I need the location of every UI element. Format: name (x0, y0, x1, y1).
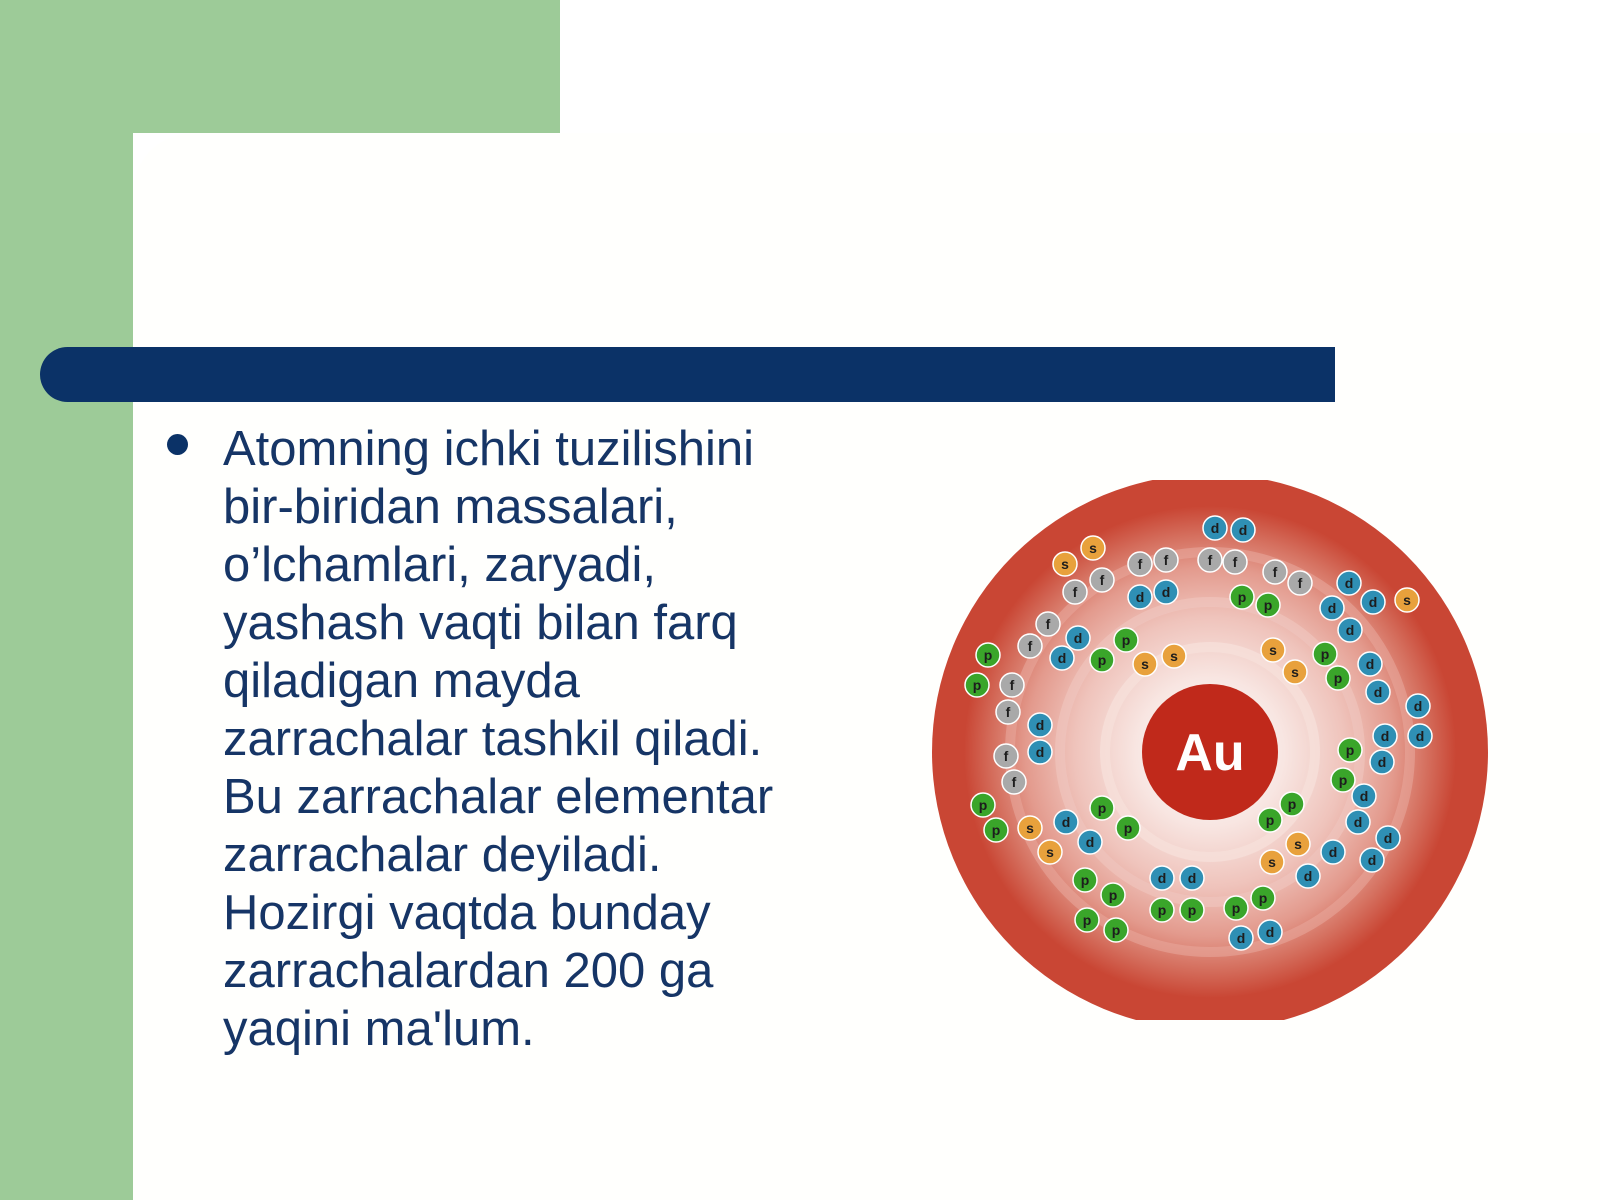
d-electron-label: d (1377, 754, 1387, 770)
d-electron-label: d (1157, 870, 1167, 886)
d-electron-label: d (1415, 728, 1425, 744)
d-electron-label: d (1061, 814, 1071, 830)
f-electron-label: f (1005, 704, 1011, 720)
text-line: o’lchamlari, zaryadi, (223, 538, 656, 592)
text-line: Atomning ichki tuzilishini (223, 422, 755, 476)
f-electron-label: f (1163, 552, 1169, 568)
p-electron-label: p (1231, 900, 1241, 916)
text-line: zarrachalardan 200 ga (223, 944, 714, 998)
d-electron-label: d (1210, 520, 1220, 536)
text-line: yashash vaqti bilan farq (223, 596, 738, 650)
p-electron-label: p (1345, 742, 1355, 758)
d-electron-label: d (1236, 930, 1246, 946)
f-electron-label: f (1011, 774, 1017, 790)
green-top-band (0, 0, 560, 133)
f-electron-label: f (1003, 748, 1009, 764)
d-electron-label: d (1238, 522, 1248, 538)
p-electron-label: p (1338, 772, 1348, 788)
bullet-icon (167, 434, 188, 455)
d-electron-label: d (1367, 852, 1377, 868)
p-electron-label: p (1258, 890, 1268, 906)
nucleus-label: Au (1175, 724, 1245, 782)
d-electron-label: d (1035, 744, 1045, 760)
d-electron-label: d (1073, 630, 1083, 646)
p-electron-label: p (1187, 902, 1197, 918)
d-electron-label: d (1085, 834, 1095, 850)
s-electron-label: s (1269, 642, 1277, 658)
d-electron-label: d (1187, 870, 1197, 886)
d-electron-label: d (1380, 728, 1390, 744)
d-electron-label: d (1365, 656, 1375, 672)
d-electron-label: d (1344, 575, 1354, 591)
d-electron-label: d (1413, 698, 1423, 714)
d-electron-label: d (1035, 717, 1045, 733)
f-electron-label: f (1207, 552, 1213, 568)
d-electron-label: d (1359, 788, 1369, 804)
bullet-text (223, 420, 863, 1058)
text-line: zarrachalar deyiladi. (223, 828, 662, 882)
d-electron-label: d (1135, 589, 1145, 605)
p-electron-label: p (991, 822, 1001, 838)
s-electron-label: s (1089, 540, 1097, 556)
p-electron-label: p (1082, 912, 1092, 928)
p-electron-label: p (1237, 589, 1247, 605)
p-electron-label: p (1108, 887, 1118, 903)
d-electron-label: d (1368, 594, 1378, 610)
d-electron-label: d (1383, 830, 1393, 846)
text-line: yaqini ma'lum. (223, 1002, 535, 1056)
p-electron-label: p (972, 677, 982, 693)
f-electron-label: f (1027, 638, 1033, 654)
d-electron-label: d (1353, 814, 1363, 830)
f-electron-label: f (1009, 677, 1015, 693)
d-electron-label: d (1345, 622, 1355, 638)
s-electron-label: s (1403, 592, 1411, 608)
d-electron-label: d (1057, 650, 1067, 666)
p-electron-label: p (1097, 800, 1107, 816)
p-electron-label: p (1333, 670, 1343, 686)
p-electron-label: p (1265, 812, 1275, 828)
d-electron-label: d (1328, 844, 1338, 860)
s-electron-label: s (1291, 664, 1299, 680)
p-electron-label: p (1097, 652, 1107, 668)
p-electron-label: p (1080, 872, 1090, 888)
f-electron-label: f (1297, 575, 1303, 591)
d-electron-label: d (1161, 584, 1171, 600)
p-electron-label: p (1121, 632, 1131, 648)
green-side-band (0, 0, 133, 1200)
s-electron-label: s (1026, 820, 1034, 836)
s-electron-label: s (1170, 648, 1178, 664)
f-electron-label: f (1272, 564, 1278, 580)
s-electron-label: s (1294, 836, 1302, 852)
p-electron-label: p (1263, 597, 1273, 613)
d-electron-label: d (1265, 924, 1275, 940)
s-electron-label: s (1046, 844, 1054, 860)
s-electron-label: s (1061, 556, 1069, 572)
text-line: qiladigan mayda (223, 654, 580, 708)
p-electron-label: p (1123, 820, 1133, 836)
p-electron-label: p (978, 797, 988, 813)
title-bar (40, 347, 1335, 402)
text-line: zarrachalar tashkil qiladi. (223, 712, 763, 766)
text-line: Bu zarrachalar elementar (223, 770, 774, 824)
d-electron-label: d (1303, 868, 1313, 884)
f-electron-label: f (1137, 556, 1143, 572)
s-electron-label: s (1141, 656, 1149, 672)
f-electron-label: f (1045, 616, 1051, 632)
p-electron-label: p (1111, 922, 1121, 938)
f-electron-label: f (1072, 584, 1078, 600)
text-line: bir-biridan massalari, (223, 480, 678, 534)
d-electron-label: d (1373, 684, 1383, 700)
p-electron-label: p (1157, 902, 1167, 918)
p-electron-label: p (1287, 796, 1297, 812)
s-electron-label: s (1268, 854, 1276, 870)
text-line: Hozirgi vaqtda bunday (223, 886, 711, 940)
f-electron-label: f (1232, 554, 1238, 570)
p-electron-label: p (1320, 646, 1330, 662)
p-electron-label: p (983, 647, 993, 663)
f-electron-label: f (1099, 572, 1105, 588)
atom-shell-diagram (930, 480, 1490, 1020)
d-electron-label: d (1327, 600, 1337, 616)
